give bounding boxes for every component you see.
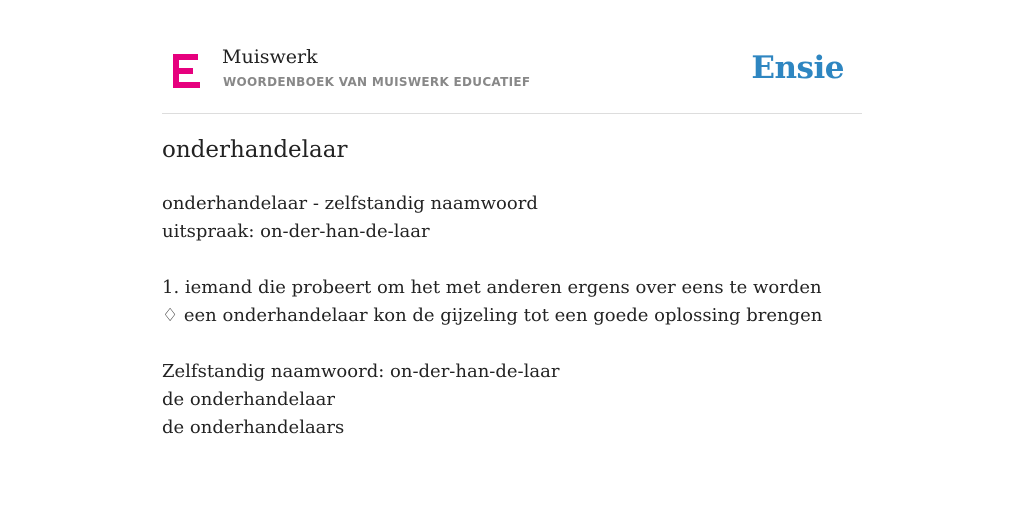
- definition-body: [162, 190, 862, 442]
- word-type-line: onderhandelaar - zelfstandig naamwoord: [162, 193, 538, 214]
- grammar-line: Zelfstandig naamwoord: on-der-han-de-laar: [162, 361, 560, 382]
- spacer: [162, 330, 862, 358]
- brand-subtitle: WOORDENBOEK VAN MUISWERK EDUCATIEF: [223, 75, 531, 89]
- singular-form: de onderhandelaar: [162, 389, 336, 410]
- meaning-line: 1. iemand die probeert om het met anderen ergens over eens te worden: [162, 277, 822, 298]
- spacer: [162, 246, 862, 274]
- pronunciation-line: uitspraak: on-der-han-de-laar: [162, 221, 430, 242]
- muiswerk-logo-icon[interactable]: [173, 54, 200, 88]
- ensie-logo-link[interactable]: Ensie: [751, 50, 844, 86]
- example-line: ♢ een onderhandelaar kon de gijzeling tot een goede oplossing brengen: [162, 305, 823, 326]
- plural-form: de onderhandelaars: [162, 417, 345, 438]
- site-header: [162, 40, 862, 114]
- page-title: onderhandelaar: [162, 137, 348, 163]
- brand-name[interactable]: Muiswerk: [222, 46, 318, 68]
